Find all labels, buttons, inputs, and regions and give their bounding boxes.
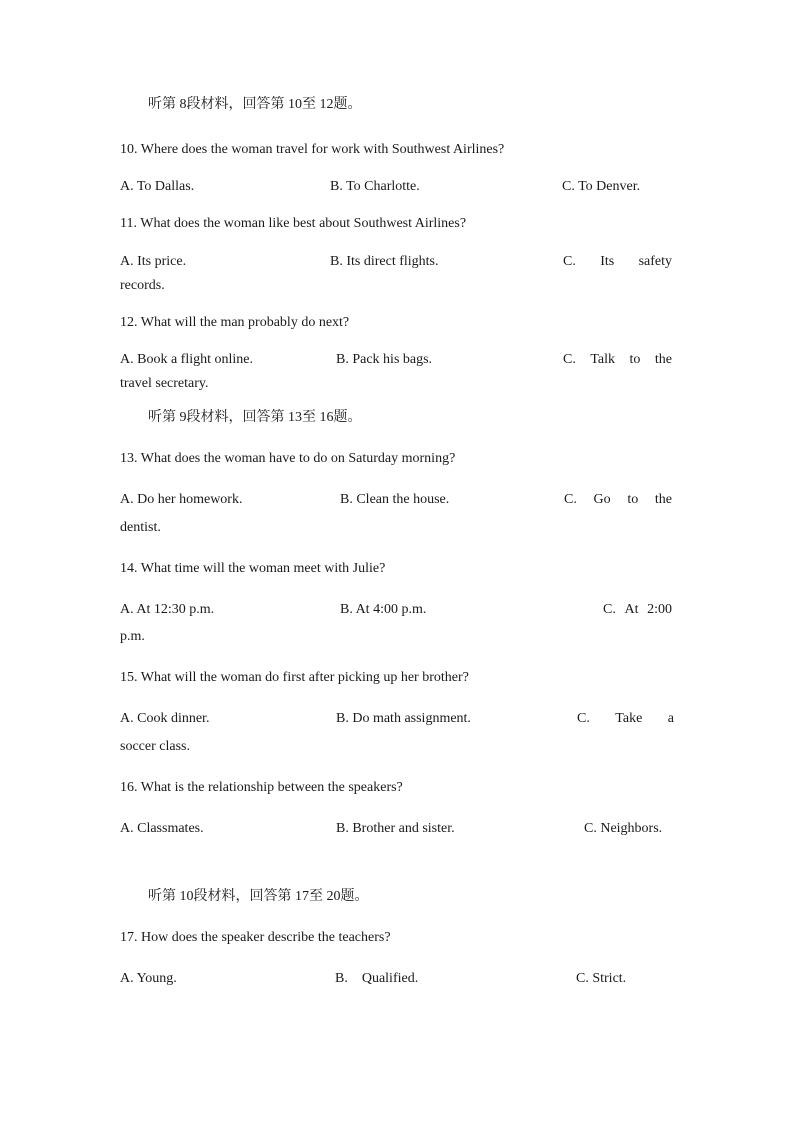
option-c-word: Its bbox=[600, 254, 615, 269]
option-c-word: C. bbox=[564, 492, 577, 507]
option-c bbox=[563, 351, 672, 369]
option-c-word: the bbox=[654, 492, 672, 507]
question-stem: 12. What will the man probably do next? bbox=[120, 315, 350, 330]
option-c-continuation: records. bbox=[120, 278, 165, 293]
option-c bbox=[603, 601, 672, 619]
option-c: C. To Denver. bbox=[562, 179, 641, 194]
option-b: B. Its direct flights. bbox=[330, 254, 439, 269]
option-c bbox=[563, 253, 672, 271]
question-stem: 11. What does the woman like best about Southwest Airlines? bbox=[120, 216, 467, 231]
option-a: A. Its price. bbox=[120, 254, 187, 269]
option-c-word: C. bbox=[603, 602, 616, 617]
section-instruction: 听第 8段材料，回答第 10至 12题。 bbox=[148, 97, 362, 112]
option-c-word: C. bbox=[577, 711, 590, 726]
option-a: A. At 12:30 p.m. bbox=[120, 602, 215, 617]
option-b: B. Clean the house. bbox=[340, 492, 450, 507]
question-stem: 17. How does the speaker describe the teachers? bbox=[120, 930, 391, 945]
option-c-word: At bbox=[624, 602, 639, 617]
option-c: C. Strict. bbox=[576, 971, 627, 986]
question-stem: 10. Where does the woman travel for work with Southwest Airlines? bbox=[120, 142, 505, 157]
question-stem: 13. What does the woman have to do on Saturday morning? bbox=[120, 451, 456, 466]
option-a: A. Book a flight online. bbox=[120, 352, 253, 367]
option-a: A. Do her homework. bbox=[120, 492, 243, 507]
option-c-word: the bbox=[654, 352, 672, 367]
option-c-word: Take bbox=[615, 711, 643, 726]
option-a: A. To Dallas. bbox=[120, 179, 195, 194]
option-b: B. To Charlotte. bbox=[330, 179, 420, 194]
option-c-continuation: travel secretary. bbox=[120, 376, 209, 391]
question-stem: 14. What time will the woman meet with Julie? bbox=[120, 561, 386, 576]
option-c-word: a bbox=[667, 711, 674, 726]
section-instruction: 听第 10段材料，回答第 17至 20题。 bbox=[148, 889, 369, 904]
question-stem: 15. What will the woman do first after picking up her brother? bbox=[120, 670, 469, 685]
option-c-word: Talk bbox=[590, 352, 616, 367]
option-c-word: Go bbox=[593, 492, 611, 507]
option-a: A. Cook dinner. bbox=[120, 711, 210, 726]
option-b: B. At 4:00 p.m. bbox=[340, 602, 427, 617]
option-c: C. Neighbors. bbox=[584, 821, 663, 836]
option-c-word: to bbox=[629, 352, 641, 367]
option-c-continuation: soccer class. bbox=[120, 739, 190, 754]
section-instruction: 听第 9段材料，回答第 13至 16题。 bbox=[148, 410, 362, 425]
option-c bbox=[564, 491, 672, 509]
option-b: B. Pack his bags. bbox=[336, 352, 433, 367]
option-c-word: C. bbox=[563, 254, 576, 269]
option-a: A. Classmates. bbox=[120, 821, 204, 836]
option-b: B. Brother and sister. bbox=[336, 821, 455, 836]
option-b: B. Qualified. bbox=[335, 971, 419, 986]
option-c-continuation: p.m. bbox=[120, 629, 145, 644]
option-c-continuation: dentist. bbox=[120, 520, 161, 535]
option-a: A. Young. bbox=[120, 971, 177, 986]
option-b: B. Do math assignment. bbox=[336, 711, 471, 726]
option-c-word: 2:00 bbox=[647, 602, 672, 617]
option-c bbox=[577, 710, 674, 728]
option-c-word: safety bbox=[638, 254, 672, 269]
option-c-word: to bbox=[627, 492, 639, 507]
option-c-word: C. bbox=[563, 352, 576, 367]
question-stem: 16. What is the relationship between the speakers? bbox=[120, 780, 403, 795]
